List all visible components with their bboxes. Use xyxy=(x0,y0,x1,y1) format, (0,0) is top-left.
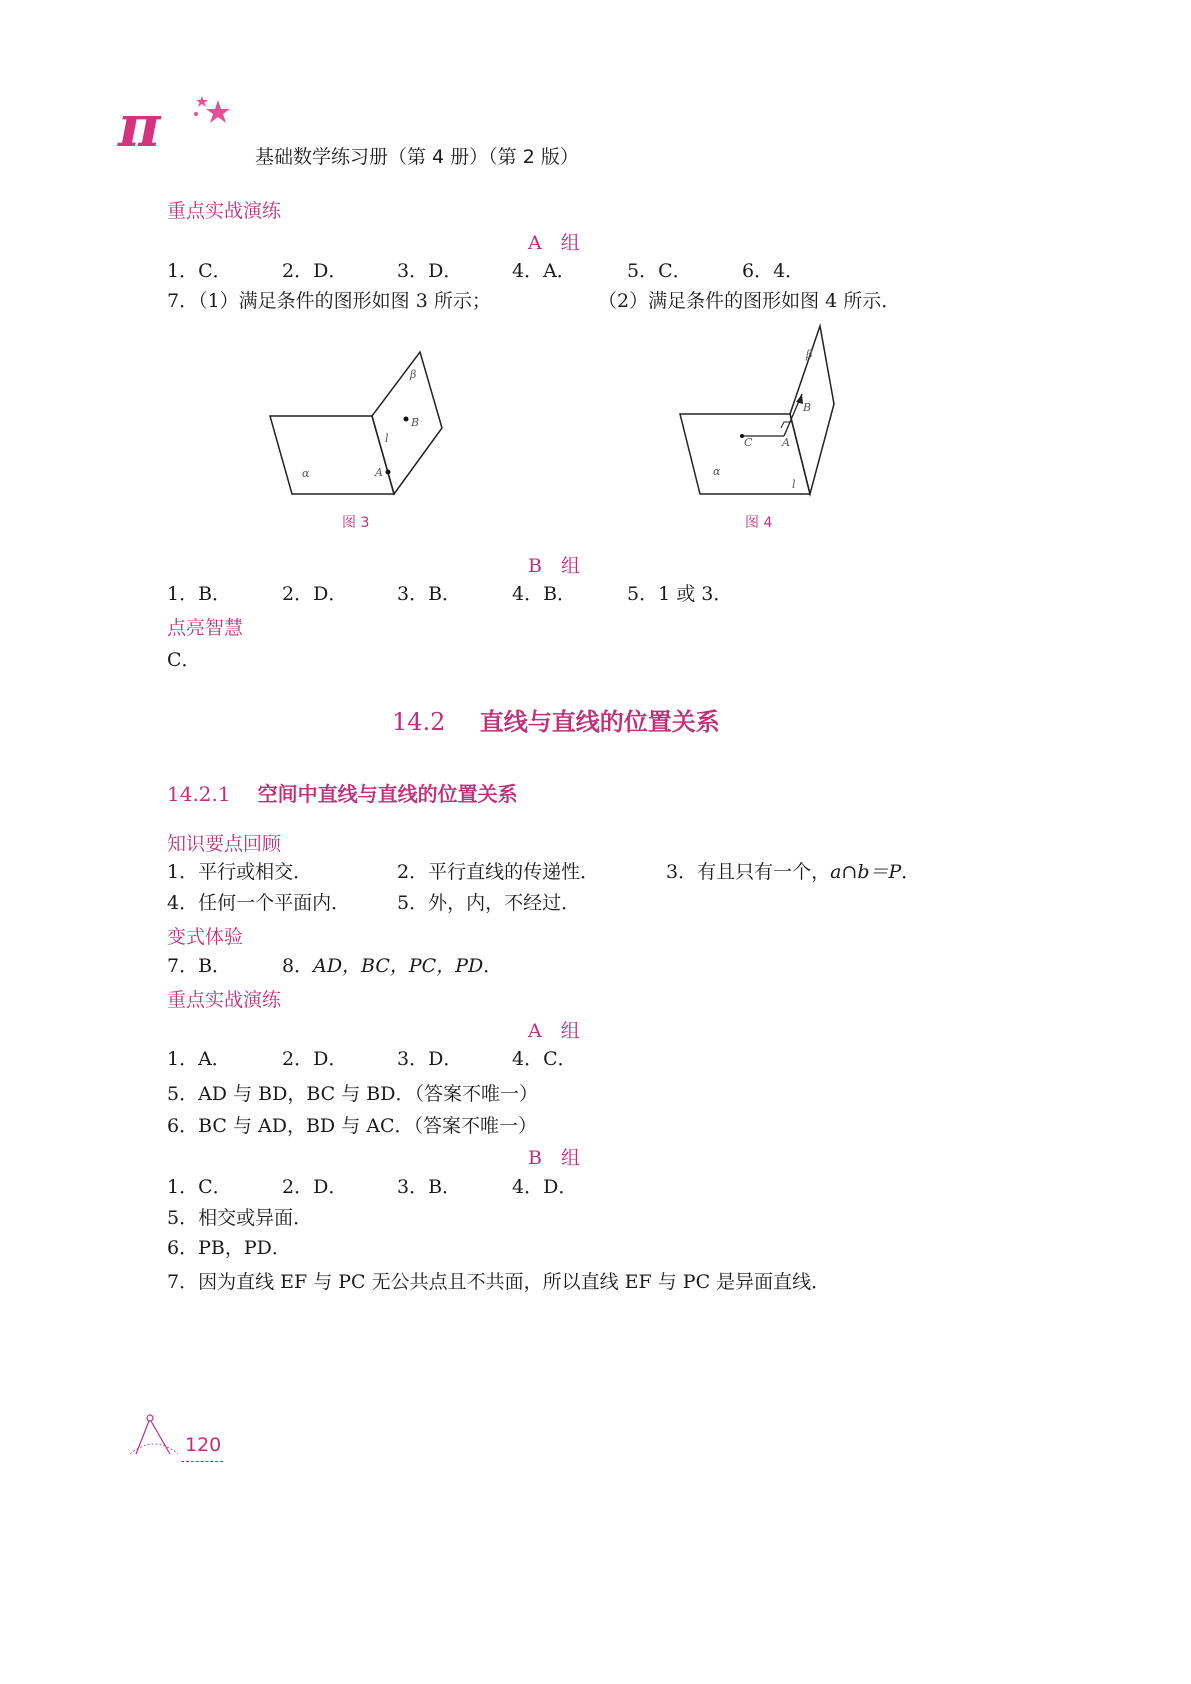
subsection-heading xyxy=(167,778,518,807)
group-a-label: A 组 xyxy=(528,232,580,254)
answer-item: 1．C． xyxy=(167,1176,232,1198)
group-b-label-2: B 组 xyxy=(528,1147,580,1169)
review-item-3-text: 3．有且只有一个， xyxy=(666,861,831,883)
review-item-1: 1．平行或相交． xyxy=(167,861,313,883)
figure-3-caption: 图 3 xyxy=(342,515,370,531)
subsection-title: 空间中直线与直线的位置关系 xyxy=(257,782,518,806)
label-beta: β xyxy=(806,348,813,361)
practice-heading: 重点实战演练 xyxy=(167,200,282,222)
variant-heading: 变式体验 xyxy=(167,926,244,948)
answer-q6: 6．BC 与 AD，BD 与 AC．（答案不唯一） xyxy=(167,1115,538,1137)
answer-item: 5．1 或 3． xyxy=(627,583,733,605)
answer-q7-part2: （2）满足条件的图形如图 4 所示． xyxy=(598,290,901,312)
review-item-3-math: a∩b＝P xyxy=(830,861,902,883)
answer-item: 5．C． xyxy=(627,260,692,282)
answer-b-q6: 6．PB，PD． xyxy=(167,1237,291,1259)
label-b: B xyxy=(411,416,420,429)
answer-item: 2．D． xyxy=(282,583,348,605)
label-c: C xyxy=(744,436,753,449)
chapter-title: 直线与直线的位置关系 xyxy=(479,707,720,736)
answer-q7-part1: 7．（1）满足条件的图形如图 3 所示； xyxy=(167,290,491,312)
highlight-heading: 点亮智慧 xyxy=(167,617,244,639)
label-a: A xyxy=(375,466,383,479)
compass-icon xyxy=(128,1410,180,1460)
label-l: l xyxy=(792,478,796,491)
pi-symbol: π xyxy=(118,92,161,160)
answer-item: 1．C． xyxy=(167,260,232,282)
book-title: 基础数学练习册（第 4 册）（第 2 版） xyxy=(255,146,579,168)
page-number: 120 xyxy=(185,1434,222,1456)
variant-item-8-prefix: 8． xyxy=(282,955,314,977)
review-heading: 知识要点回顾 xyxy=(167,833,282,855)
answer-item: 2．D． xyxy=(282,1176,348,1198)
group-b-label: B 组 xyxy=(528,555,580,577)
answer-item: 3．D． xyxy=(397,260,463,282)
label-alpha: α xyxy=(302,467,310,480)
review-item-3 xyxy=(666,860,920,884)
variant-item-8-math: AD，BC，PC，PD xyxy=(313,955,484,977)
review-item-5: 5．外，内，不经过． xyxy=(397,892,581,914)
answer-b-q7: 7．因为直线 EF 与 PC 无公共点且不共面，所以直线 EF 与 PC 是异面直线． xyxy=(167,1271,831,1293)
group-a-label-2: A 组 xyxy=(528,1020,580,1042)
answer-item: 2．D． xyxy=(282,1048,348,1070)
label-l: l xyxy=(385,432,389,445)
answer-item: 4．D． xyxy=(512,1176,578,1198)
answer-item: 1．A． xyxy=(167,1048,231,1070)
variant-item-8-suffix: ． xyxy=(483,955,503,977)
figure-3 xyxy=(260,340,460,505)
answer-item: 4．C． xyxy=(512,1048,577,1070)
label-alpha: α xyxy=(713,465,721,478)
answer-item: 1．B． xyxy=(167,583,232,605)
subsection-number: 14.2.1 xyxy=(167,782,231,806)
review-item-3-suffix: ． xyxy=(901,861,921,883)
highlight-answer: C． xyxy=(167,649,201,671)
chapter-heading xyxy=(392,702,720,737)
label-a: A xyxy=(782,436,790,449)
plane-alpha xyxy=(680,414,810,494)
figure-4 xyxy=(670,318,850,503)
label-beta: β xyxy=(410,368,417,381)
review-item-2: 2．平行直线的传递性． xyxy=(397,861,600,883)
practice-heading-2: 重点实战演练 xyxy=(167,989,282,1011)
review-item-4: 4．任何一个平面内． xyxy=(167,892,351,914)
point-a xyxy=(386,470,391,475)
figure-4-caption: 图 4 xyxy=(745,515,773,531)
answer-item: 4．A． xyxy=(512,260,576,282)
answer-b-q5: 5．相交或异面． xyxy=(167,1207,313,1229)
variant-item-8 xyxy=(282,954,502,978)
answer-item: 3．B． xyxy=(397,1176,462,1198)
answer-item: 2．D． xyxy=(282,260,348,282)
stars-icon xyxy=(190,92,240,132)
answer-item: 4．B． xyxy=(512,583,577,605)
page-number-underline xyxy=(181,1461,223,1462)
variant-item-7: 7．B． xyxy=(167,955,232,977)
answer-item: 6．4． xyxy=(742,260,805,282)
point-b xyxy=(404,417,409,422)
label-b: B xyxy=(803,401,812,414)
chapter-number: 14.2 xyxy=(392,708,446,736)
answer-item: 3．D． xyxy=(397,1048,463,1070)
answer-q5: 5．AD 与 BD，BC 与 BD．（答案不唯一） xyxy=(167,1083,538,1105)
answer-item: 3．B． xyxy=(397,583,462,605)
pi-logo xyxy=(118,92,248,170)
